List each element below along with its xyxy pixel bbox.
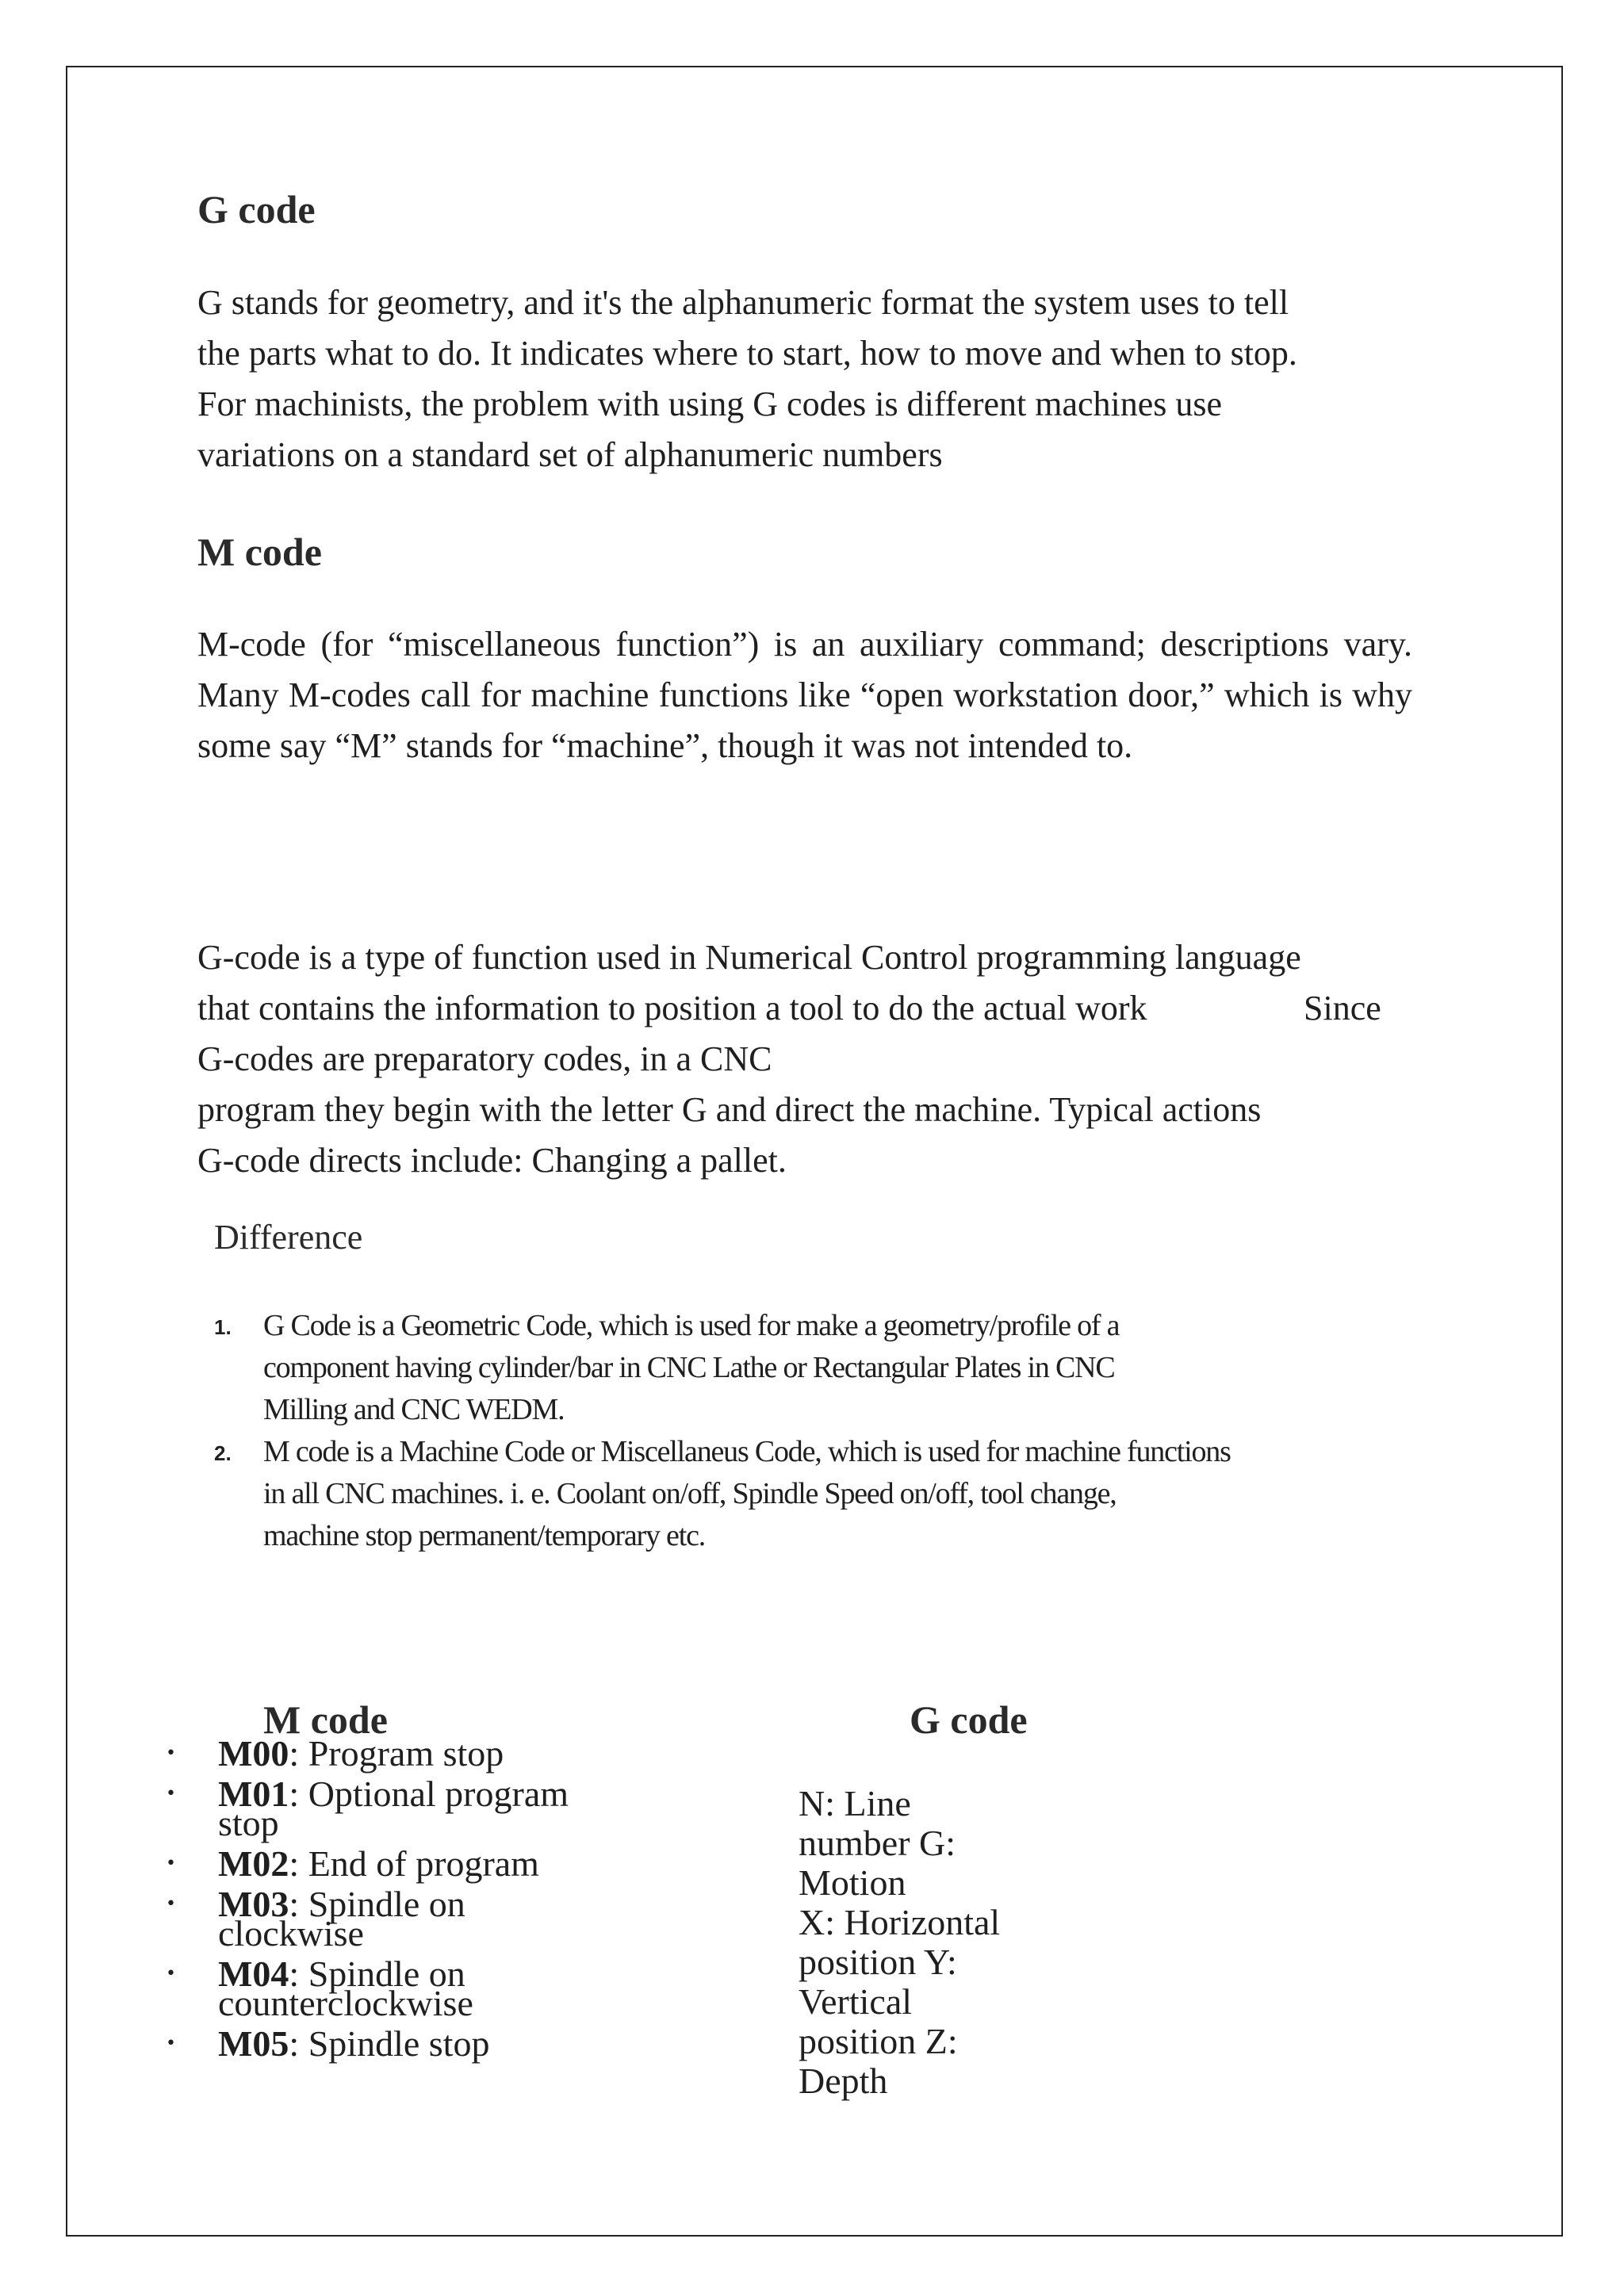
m-code-item (166, 1774, 673, 1843)
m-code-desc: stop (218, 1803, 279, 1843)
text-line (197, 983, 1419, 1034)
list-item-line: component having cylinder/bar in CNC Lathe or Rectangular Plates in CNC (263, 1351, 1115, 1384)
list-item-line: machine stop permanent/temporary etc. (263, 1519, 706, 1552)
list-item-line: M code is a Machine Code or Miscellaneus Code, which is used for machine functions (263, 1435, 1231, 1468)
m-code: M03 (218, 1884, 289, 1924)
bullet-icon: • (166, 1894, 176, 1914)
m-code-item (166, 1733, 673, 1774)
g-code-line: Depth (799, 2061, 888, 2101)
m-code: M04 (218, 1954, 289, 1994)
text-fragment: Since (1304, 989, 1381, 1027)
m-code-desc: : Spindle on (289, 1954, 465, 1994)
m-code-desc: : Program stop (289, 1733, 504, 1774)
g-code-line: number G: (799, 1823, 956, 1863)
bullet-icon: • (166, 2034, 176, 2053)
text-fragment: that contains the information to position a tool to do the actual work (197, 989, 1147, 1027)
m-code-item (166, 1884, 673, 1954)
g-code-line: position Y: (799, 1942, 957, 1982)
m-code-desc: : Spindle on (289, 1884, 465, 1924)
list-marker: 2. (214, 1441, 232, 1465)
g-code-description (197, 277, 1419, 480)
text-line: program they begin with the letter G and direct the machine. Typical actions (197, 1090, 1262, 1129)
text-line: G stands for geometry, and it's the alphanumeric format the system uses to tell (197, 283, 1289, 322)
g-code-line: position Z: (799, 2021, 958, 2061)
list-item-line: in all CNC machines. i. e. Coolant on/off, Spindle Speed on/off, tool change, (263, 1477, 1116, 1510)
g-code-list (799, 1784, 1195, 2101)
g-code-paragraph (197, 932, 1419, 1186)
list-item-line: G Code is a Geometric Code, which is used for make a geometry/profile of a (263, 1309, 1120, 1342)
text-line: variations on a standard set of alphanumeric numbers (197, 435, 943, 474)
m-code: M02 (218, 1843, 289, 1884)
g-code-column-title: G code (910, 1697, 1028, 1742)
m-code-desc: counterclockwise (218, 1983, 473, 2023)
bullet-icon: • (166, 1784, 176, 1804)
m-code-desc: : Spindle stop (289, 2023, 490, 2064)
g-code-line: Vertical (799, 1981, 913, 2022)
g-code-line: N: Line (799, 1783, 911, 1823)
g-code-line: Motion (799, 1862, 906, 1903)
text-line: G-code is a type of function used in Numerical Control programming language (197, 938, 1301, 977)
list-item (214, 1305, 1388, 1431)
m-code-desc: : End of program (289, 1843, 539, 1884)
m-code-item (166, 1843, 673, 1884)
m-code: M00 (218, 1733, 289, 1774)
bullet-icon: • (166, 1854, 176, 1873)
section-heading-g-code: G code (197, 187, 316, 232)
m-code-list (166, 1733, 673, 2069)
m-code-desc: : Optional program (289, 1774, 569, 1814)
m-code-desc: clockwise (218, 1913, 364, 1954)
difference-list (214, 1305, 1388, 1557)
m-code-item (166, 2023, 673, 2064)
text-line: G-codes are preparatory codes, in a CNC (197, 1039, 772, 1078)
section-heading-m-code: M code (197, 530, 322, 574)
m-code-column-title: M code (263, 1697, 388, 1742)
text-line: For machinists, the problem with using G codes is different machines use (197, 385, 1223, 423)
list-item (214, 1431, 1388, 1557)
g-code-line: X: Horizontal (799, 1902, 1001, 1942)
bullet-icon: • (166, 1743, 176, 1763)
difference-title: Difference (214, 1218, 363, 1257)
list-marker: 1. (214, 1315, 232, 1339)
m-code-description: M-code (for “miscellaneous function”) is an auxiliary command; descriptions vary. Many M-codes call for machine functions like “open workstation door,” which is why some say “M” stands for “machine”, though it was not intended to. (197, 625, 1412, 765)
list-item-line: Milling and CNC WEDM. (263, 1393, 565, 1426)
m-code: M01 (218, 1774, 289, 1814)
text-line: G-code directs include: Changing a pallet. (197, 1141, 787, 1180)
m-code-item (166, 1954, 673, 2023)
text-line: the parts what to do. It indicates where to start, how to move and when to stop. (197, 334, 1297, 373)
m-code: M05 (218, 2023, 289, 2064)
bullet-icon: • (166, 1964, 176, 1984)
